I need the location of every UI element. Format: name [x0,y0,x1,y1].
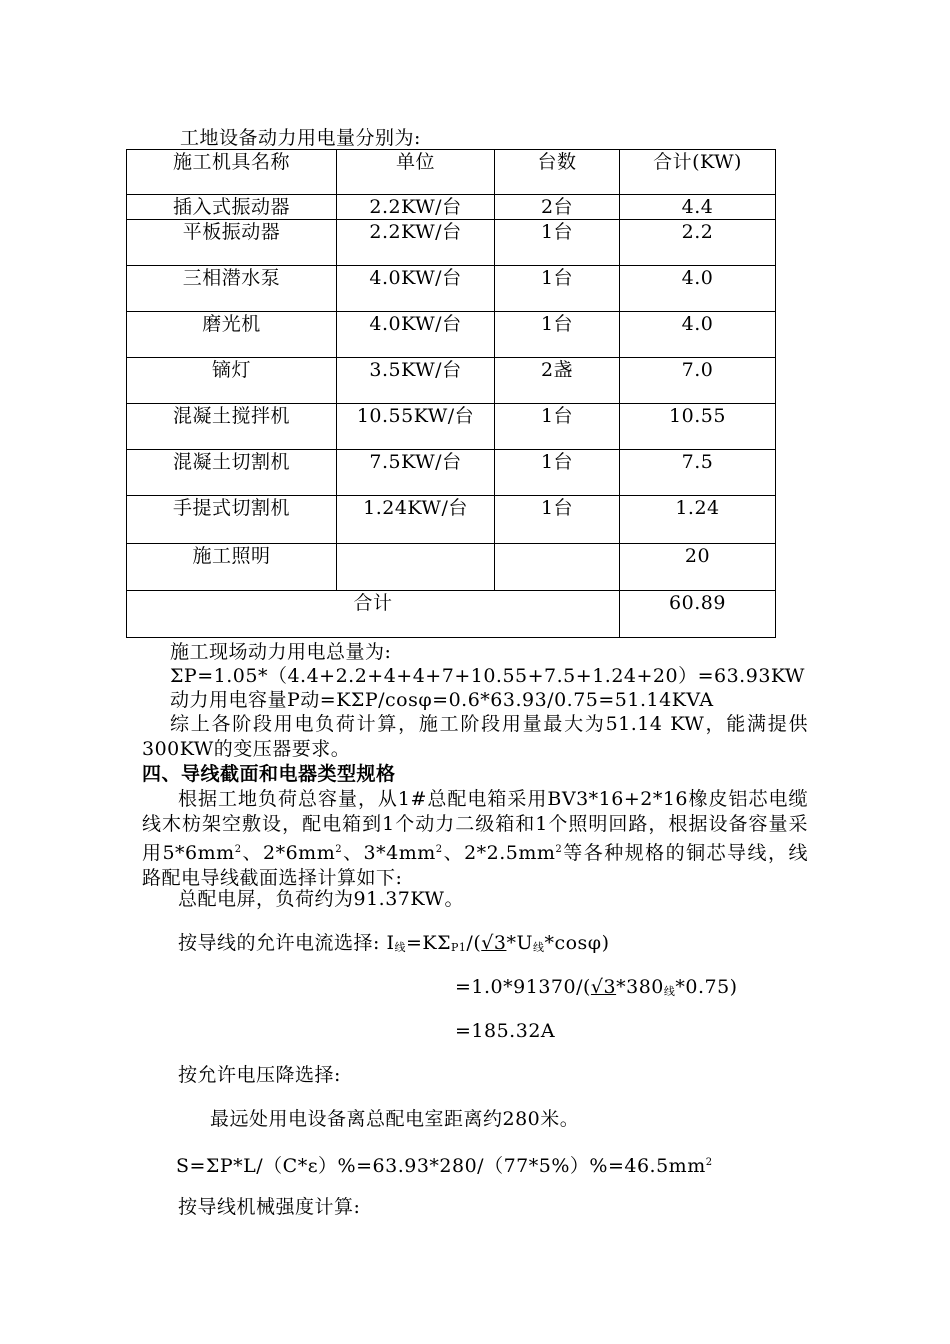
cable-text-e: 等各种规格的铜芯导线，线路配电导线截面选择计算如下: [142,842,808,889]
table-row [127,195,776,220]
table-cell: 4.0 [620,312,776,358]
table-cell: 1台 [495,312,620,358]
table-cell: 手提式切割机 [127,496,337,544]
table-cell: 3.5KW/台 [337,358,495,404]
total-value-cell: 60.89 [620,591,776,638]
header-cell: 单位 [337,150,495,195]
table-row [127,358,776,404]
subscript: 线 [532,941,545,954]
table-cell: 1.24KW/台 [337,496,495,544]
table-total-row [127,591,776,638]
distance-text: 最远处用电设备离总配电室距离约280米。 [210,1108,580,1130]
table-cell: 插入式振动器 [127,195,337,220]
table-cell: 10.55KW/台 [337,404,495,450]
cable-paragraph [142,787,808,891]
table-cell: 1台 [495,404,620,450]
table-cell: 混凝土搅拌机 [127,404,337,450]
main-panel-load: 总配电屏，负荷约为91.37KW。 [178,888,464,910]
table-row [127,496,776,544]
superscript: 2 [335,844,343,855]
table-cell: 2盏 [495,358,620,404]
table-cell: 镝灯 [127,358,337,404]
table-cell: 平板振动器 [127,220,337,266]
table-row [127,404,776,450]
equipment-power-table [126,149,776,638]
table-cell: 2.2 [620,220,776,266]
current-tail-c: *cosφ) [544,932,610,954]
table-cell: 1台 [495,220,620,266]
table-cell: 1台 [495,450,620,496]
sqrt-three: √3 [481,932,507,954]
table-cell [495,544,620,591]
table-cell: 1.24 [620,496,776,544]
total-power-label: 施工现场动力用电总量为: [170,641,392,663]
table-cell: 施工照明 [127,544,337,591]
table-header-row [127,150,776,195]
table-cell: 10.55 [620,404,776,450]
current-result: =185.32A [455,1020,556,1042]
table-cell: 混凝土切割机 [127,450,337,496]
load-summary-paragraph: 综上各阶段用电负荷计算，施工阶段用量最大为51.14 KW，能满提供300KW的变压器要求。 [142,713,808,760]
sqrt-three: √3 [590,976,617,998]
power-capacity-formula: 动力用电容量P动=KΣP/cosφ=0.6*63.93/0.75=51.14KVA [170,689,714,711]
superscript: 2 [435,844,443,855]
table-cell: 2.2KW/台 [337,220,495,266]
superscript: 2 [555,844,563,855]
total-power-formula: ΣP=1.05*（4.4+2.2+4+4+7+10.55+7.5+1.24+20）=63.93KW [170,665,805,687]
cable-text-b: 、2*6mm [241,842,336,864]
cable-text-a: 根据工地负荷总容量，从1#总配电箱采用BV3*16+2*16橡皮铝芯电缆线木枋架空敷设，配电箱到1个动力二级箱和1个照明回路，根据设备容量采用5*6mm [142,788,808,864]
table-cell: 三相潜水泵 [127,266,337,312]
table-cell: 4.0KW/台 [337,266,495,312]
table-cell: 磨光机 [127,312,337,358]
s-formula: S=ΣP*L/（C*ε）%=63.93*280/（77*5%）%=46.5mm [176,1155,706,1177]
step2-b: *380 [616,976,664,998]
step2-c: *0.75) [675,976,738,998]
current-tail-b: *U [506,932,533,954]
table-cell [337,544,495,591]
table-cell: 2台 [495,195,620,220]
subscript: 线 [394,941,406,954]
section-heading: 四、导线截面和电器类型规格 [142,763,396,785]
table-row [127,544,776,591]
table-row [127,266,776,312]
header-cell: 台数 [495,150,620,195]
total-label-cell: 合计 [127,591,620,638]
cable-text-c: 、3*4mm [342,842,436,864]
superscript: 2 [234,844,242,855]
table-intro: 工地设备动力用电量分别为: [180,127,421,149]
table-cell: 1台 [495,266,620,312]
superscript: 2 [705,1157,713,1168]
table-cell: 4.0 [620,266,776,312]
table-row [127,220,776,266]
header-cell: 施工机具名称 [127,150,337,195]
table-cell: 20 [620,544,776,591]
step2-a: =1.0*91370/( [455,976,591,998]
voltage-drop-label: 按允许电压降选择: [178,1064,341,1086]
table-row [127,312,776,358]
cable-text-d: 、2*2.5mm [442,842,556,864]
header-cell: 合计(KW) [620,150,776,195]
current-formula [178,931,610,960]
subscript: P1 [451,941,467,954]
table-cell: 1台 [495,496,620,544]
section-area-formula [176,1151,713,1178]
table-cell: 7.0 [620,358,776,404]
table-cell: 7.5KW/台 [337,450,495,496]
table-cell: 2.2KW/台 [337,195,495,220]
current-step-two [455,975,738,1004]
table-cell: 4.4 [620,195,776,220]
table-cell: 7.5 [620,450,776,496]
table-row [127,450,776,496]
subscript: 线 [663,985,676,998]
table-cell: 4.0KW/台 [337,312,495,358]
current-label: 按导线的允许电流选择: I [178,932,395,954]
mechanical-strength-label: 按导线机械强度计算: [178,1196,361,1218]
current-tail-a: /( [466,932,482,954]
current-mid: =KΣ [405,932,452,954]
